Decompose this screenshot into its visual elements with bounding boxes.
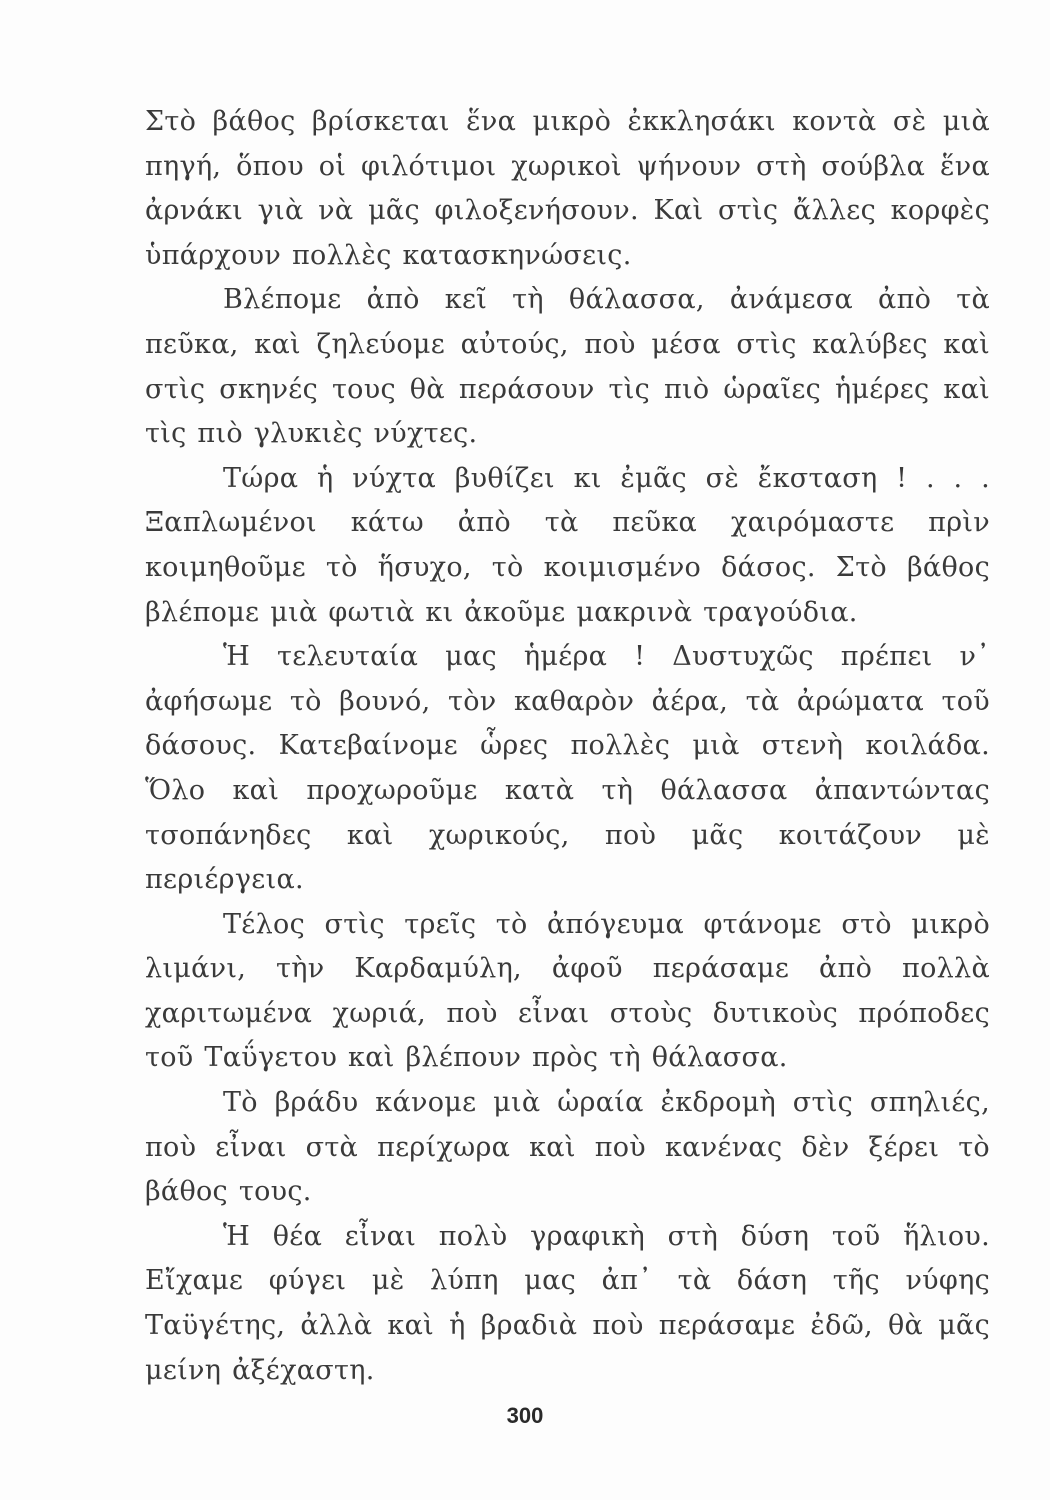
paragraph-6: Τὸ βράδυ κάνομε μιὰ ὡραία ἐκδρομὴ στὶς σπηλιές, ποὺ εἶναι στὰ περίχωρα καὶ ποὺ κανένας δὲν ξέρει τὸ βάθος τους. bbox=[145, 1087, 990, 1208]
paragraph-5: Τέλος στὶς τρεῖς τὸ ἀπόγευμα φτάνομε στὸ μικρὸ λιμάνι, τὴν Καρδαμύλη, ἀφοῦ περάσαμε ἀπὸ πολλὰ χαριτωμένα χωριά, ποὺ εἶναι στοὺς δυτικοὺς πρόποδες τοῦ Ταΰγετου καὶ βλέπουν πρὸς τὴ θάλασσα. bbox=[145, 908, 990, 1074]
paragraph-7: Ἡ θέα εἶναι πολὺ γραφικὴ στὴ δύση τοῦ ἥλιου. Εἴχαμε φύγει μὲ λύπη μας ἀπ᾿ τὰ δάση τῆς νύφης Ταϋγέτης, ἀλλὰ καὶ ἡ βραδιὰ ποὺ περάσαμε ἐδῶ, θὰ μᾶς μείνη ἀξέχαστη. bbox=[145, 1220, 990, 1386]
body-text bbox=[145, 100, 990, 1393]
page-number: 300 bbox=[506, 1403, 544, 1428]
paragraph-2: Βλέπομε ἀπὸ κεῖ τὴ θάλασσα, ἀνάμεσα ἀπὸ τὰ πεῦκα, καὶ ζηλεύομε αὐτούς, ποὺ μέσα στὶς καλύβες καὶ στὶς σκηνές τους θὰ περάσουν τὶς πιὸ ὡραῖες ἡμέρες καὶ τὶς πιὸ γλυκιὲς νύχτες. bbox=[145, 284, 990, 450]
paragraph-3: Τώρα ἡ νύχτα βυθίζει κι ἐμᾶς σὲ ἔκσταση ! . . . Ξαπλωμένοι κάτω ἀπὸ τὰ πεῦκα χαιρόμαστε πρὶν κοιμηθοῦμε τὸ ἥσυχο, τὸ κοιμισμένο δάσος. Στὸ βάθος βλέπομε μιὰ φωτιὰ κι ἀκοῦμε μακρινὰ τραγούδια. bbox=[145, 462, 990, 628]
paragraph-1: Στὸ βάθος βρίσκεται ἕνα μικρὸ ἐκκλησάκι κοντὰ σὲ μιὰ πηγή, ὅπου οἱ φιλότιμοι χωρικοὶ ψήνουν στὴ σούβλα ἕνα ἀρνάκι γιὰ νὰ μᾶς φιλοξενήσουν. Καὶ στὶς ἄλλες κορφὲς ὑπάρχουν πολλὲς κατασκηνώσεις. bbox=[145, 106, 990, 271]
paragraph-4: Ἡ τελευταία μας ἡμέρα ! Δυστυχῶς πρέπει ν᾿ ἀφήσωμε τὸ βουνό, τὸν καθαρὸν ἀέρα, τὰ ἀρώματα τοῦ δάσους. Κατεβαίνομε ὧρες πολλὲς μιὰ στενὴ κοιλάδα. Ὅλο καὶ προχωροῦμε κατὰ τὴ θάλασσα ἀπαντώντας τσοπάνηδες καὶ χωρικούς, ποὺ μᾶς κοιτάζουν μὲ περιέργεια. bbox=[145, 641, 990, 896]
